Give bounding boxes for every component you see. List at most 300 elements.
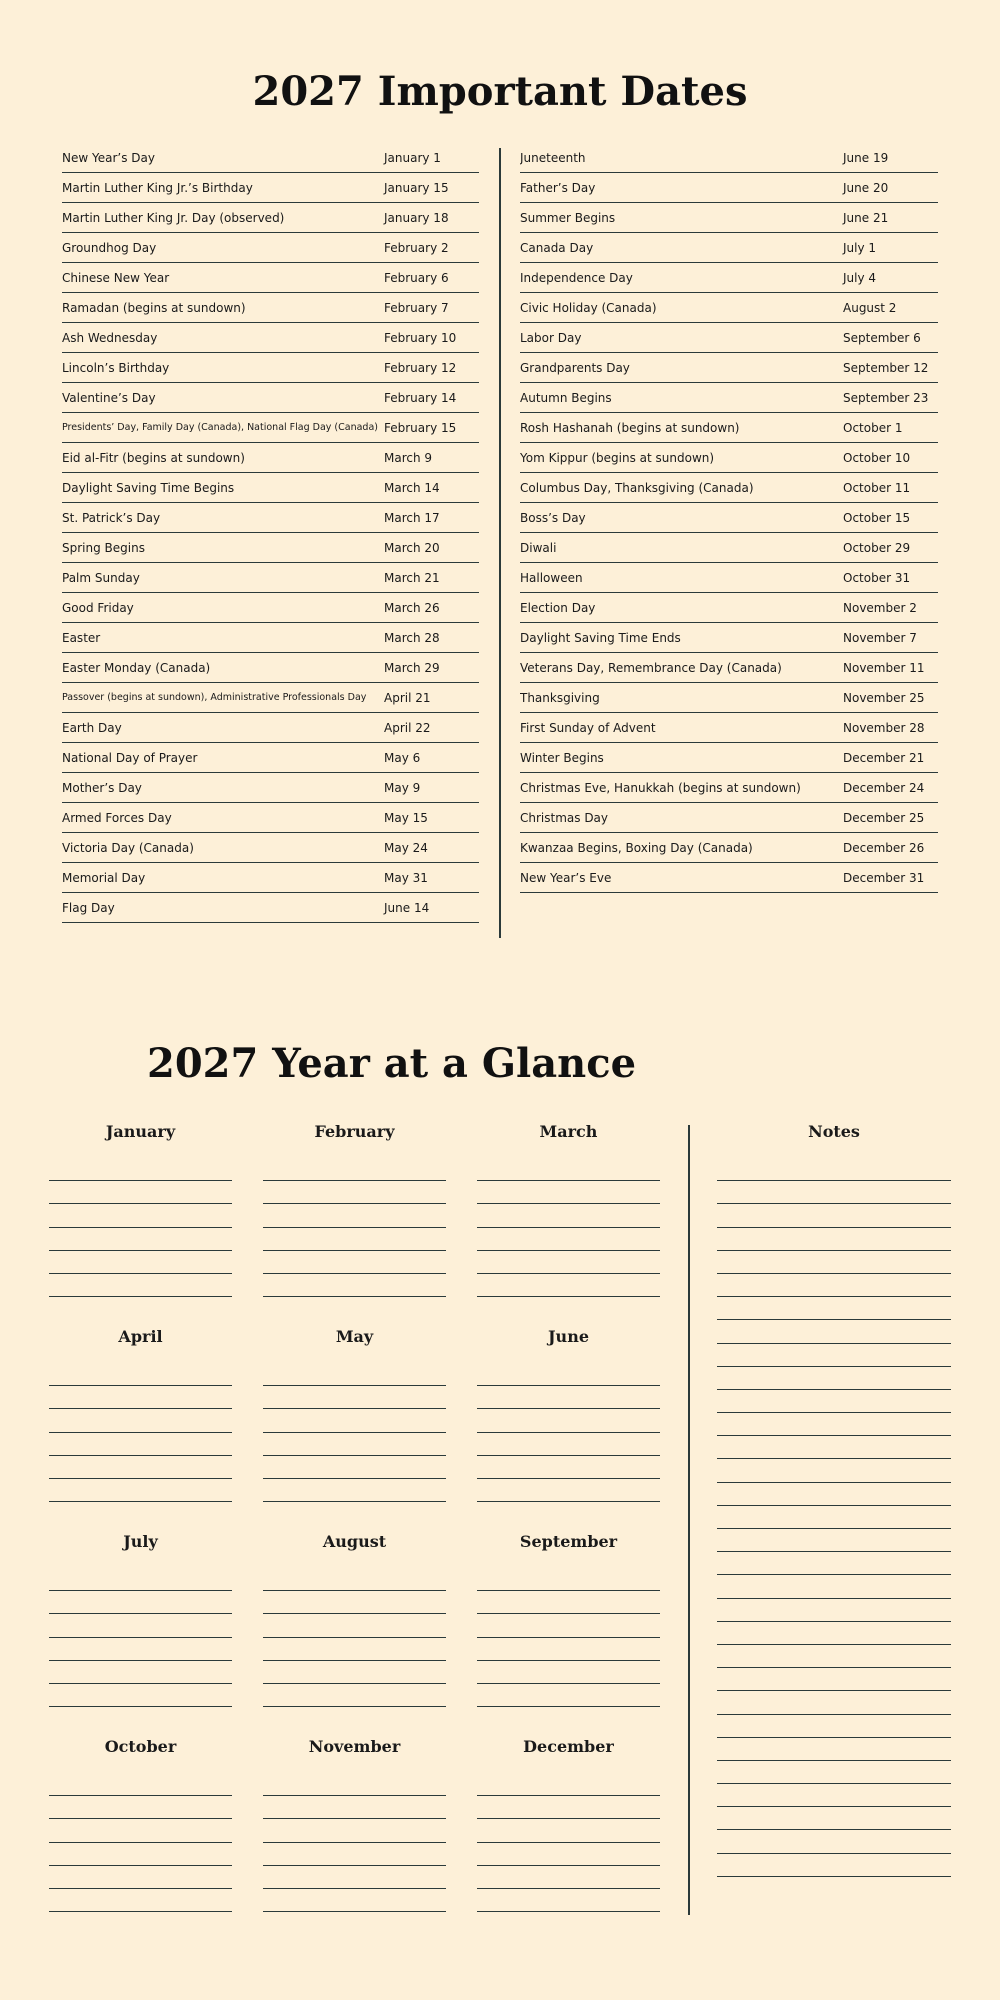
event-date: April 21 bbox=[384, 690, 431, 705]
notes-section bbox=[717, 1122, 951, 1877]
write-line bbox=[263, 1456, 446, 1479]
month-lines bbox=[49, 1773, 232, 1912]
note-line bbox=[717, 1807, 951, 1830]
event-name: Thanksgiving bbox=[520, 690, 600, 705]
write-line bbox=[477, 1456, 660, 1479]
month-lines bbox=[263, 1158, 446, 1297]
write-line bbox=[263, 1684, 446, 1707]
month-block-february bbox=[263, 1122, 446, 1297]
event-date: June 14 bbox=[384, 900, 430, 915]
event-name: Victoria Day (Canada) bbox=[62, 840, 194, 855]
note-line bbox=[717, 1575, 951, 1598]
write-line bbox=[49, 1433, 232, 1456]
write-line bbox=[263, 1614, 446, 1637]
month-lines bbox=[263, 1773, 446, 1912]
date-row bbox=[520, 653, 938, 683]
write-line bbox=[263, 1251, 446, 1274]
write-line bbox=[263, 1866, 446, 1889]
event-date: February 14 bbox=[384, 390, 457, 405]
write-line bbox=[477, 1181, 660, 1204]
event-name: Halloween bbox=[520, 570, 583, 585]
event-name: Good Friday bbox=[62, 600, 134, 615]
note-line bbox=[717, 1297, 951, 1320]
note-line bbox=[717, 1344, 951, 1367]
event-date: October 29 bbox=[843, 540, 911, 555]
date-row bbox=[520, 713, 938, 743]
write-line bbox=[49, 1274, 232, 1297]
write-line bbox=[263, 1843, 446, 1866]
event-name: Summer Begins bbox=[520, 210, 616, 225]
write-line bbox=[49, 1181, 232, 1204]
event-name: Father’s Day bbox=[520, 180, 596, 195]
event-name: Eid al-Fitr (begins at sundown) bbox=[62, 450, 245, 465]
write-line bbox=[477, 1773, 660, 1796]
date-row bbox=[520, 683, 938, 713]
month-name: September bbox=[519, 1532, 618, 1551]
event-date: March 28 bbox=[384, 630, 440, 645]
write-line bbox=[477, 1251, 660, 1274]
event-date: March 9 bbox=[384, 450, 433, 465]
date-row bbox=[62, 413, 479, 443]
event-date: March 17 bbox=[384, 510, 440, 525]
write-line bbox=[263, 1433, 446, 1456]
event-date: May 15 bbox=[384, 810, 428, 825]
date-row bbox=[520, 833, 938, 863]
date-row bbox=[62, 143, 479, 173]
event-name: Rosh Hashanah (begins at sundown) bbox=[520, 420, 740, 435]
event-name: Armed Forces Day bbox=[62, 810, 172, 825]
note-line bbox=[717, 1390, 951, 1413]
event-date: May 31 bbox=[384, 870, 428, 885]
date-row bbox=[62, 353, 479, 383]
date-row bbox=[62, 263, 479, 293]
write-line bbox=[263, 1591, 446, 1614]
event-name: Chinese New Year bbox=[62, 270, 170, 285]
write-line bbox=[263, 1274, 446, 1297]
event-date: September 23 bbox=[843, 390, 929, 405]
event-name: New Year’s Eve bbox=[520, 870, 612, 885]
date-row bbox=[520, 533, 938, 563]
note-line bbox=[717, 1228, 951, 1251]
event-date: December 24 bbox=[843, 780, 925, 795]
event-name: Valentine’s Day bbox=[62, 390, 156, 405]
write-line bbox=[49, 1614, 232, 1637]
note-line bbox=[717, 1599, 951, 1622]
write-line bbox=[49, 1251, 232, 1274]
event-name: Election Day bbox=[520, 600, 596, 615]
event-date: October 15 bbox=[843, 510, 911, 525]
event-name: New Year’s Day bbox=[62, 150, 155, 165]
month-lines bbox=[263, 1568, 446, 1707]
write-line bbox=[49, 1866, 232, 1889]
note-line bbox=[717, 1691, 951, 1714]
month-name: July bbox=[123, 1532, 158, 1551]
date-row bbox=[520, 383, 938, 413]
note-line bbox=[717, 1830, 951, 1853]
write-line bbox=[477, 1228, 660, 1251]
event-date: October 11 bbox=[843, 480, 911, 495]
write-line bbox=[263, 1568, 446, 1591]
month-block-december bbox=[477, 1737, 660, 1912]
event-name: Columbus Day, Thanksgiving (Canada) bbox=[520, 480, 754, 495]
date-row bbox=[62, 773, 479, 803]
event-name: Martin Luther King Jr. Day (observed) bbox=[62, 210, 285, 225]
event-name: Palm Sunday bbox=[62, 570, 140, 585]
event-date: February 6 bbox=[384, 270, 449, 285]
event-name: Grandparents Day bbox=[520, 360, 630, 375]
note-line bbox=[717, 1529, 951, 1552]
date-row bbox=[520, 143, 938, 173]
month-name: February bbox=[314, 1122, 395, 1141]
month-name: November bbox=[308, 1737, 401, 1756]
write-line bbox=[477, 1796, 660, 1819]
note-line bbox=[717, 1320, 951, 1343]
event-name: Groundhog Day bbox=[62, 240, 157, 255]
note-line bbox=[717, 1274, 951, 1297]
note-line bbox=[717, 1645, 951, 1668]
write-line bbox=[477, 1409, 660, 1432]
write-line bbox=[477, 1568, 660, 1591]
event-name: St. Patrick’s Day bbox=[62, 510, 161, 525]
write-line bbox=[49, 1204, 232, 1227]
note-line bbox=[717, 1483, 951, 1506]
note-line bbox=[717, 1181, 951, 1204]
write-line bbox=[477, 1684, 660, 1707]
event-date: March 14 bbox=[384, 480, 440, 495]
month-lines bbox=[49, 1158, 232, 1297]
month-lines bbox=[477, 1773, 660, 1912]
date-row bbox=[62, 323, 479, 353]
write-line bbox=[49, 1479, 232, 1502]
write-line bbox=[49, 1819, 232, 1842]
date-row bbox=[520, 413, 938, 443]
date-row bbox=[520, 443, 938, 473]
note-line bbox=[717, 1668, 951, 1691]
write-line bbox=[49, 1684, 232, 1707]
write-line bbox=[263, 1796, 446, 1819]
event-date: November 7 bbox=[843, 630, 917, 645]
event-name: Mother’s Day bbox=[62, 780, 142, 795]
date-row bbox=[62, 713, 479, 743]
date-row bbox=[62, 653, 479, 683]
write-line bbox=[477, 1661, 660, 1684]
date-row bbox=[520, 263, 938, 293]
event-name: Flag Day bbox=[62, 900, 115, 915]
write-line bbox=[263, 1181, 446, 1204]
event-name: Passover (begins at sundown), Administrative Professionals Day bbox=[62, 692, 367, 703]
event-name: Canada Day bbox=[520, 240, 594, 255]
date-row bbox=[520, 863, 938, 893]
event-date: February 10 bbox=[384, 330, 457, 345]
date-row bbox=[520, 593, 938, 623]
month-block-august bbox=[263, 1532, 446, 1707]
write-line bbox=[477, 1479, 660, 1502]
year-at-a-glance-title: 2027 Year at a Glance bbox=[147, 1040, 637, 1087]
write-line bbox=[477, 1866, 660, 1889]
date-row bbox=[62, 863, 479, 893]
date-row bbox=[520, 623, 938, 653]
month-name: April bbox=[118, 1327, 163, 1346]
date-row bbox=[62, 893, 479, 923]
month-block-april bbox=[49, 1327, 232, 1502]
event-date: September 12 bbox=[843, 360, 929, 375]
month-name: June bbox=[547, 1327, 589, 1346]
write-line bbox=[263, 1228, 446, 1251]
event-name: Easter Monday (Canada) bbox=[62, 660, 211, 675]
date-row bbox=[62, 803, 479, 833]
event-name: Lincoln’s Birthday bbox=[62, 360, 170, 375]
date-row bbox=[62, 473, 479, 503]
write-line bbox=[477, 1158, 660, 1181]
write-line bbox=[263, 1363, 446, 1386]
note-line bbox=[717, 1715, 951, 1738]
date-row bbox=[62, 173, 479, 203]
write-line bbox=[477, 1819, 660, 1842]
event-name: Spring Begins bbox=[62, 540, 145, 555]
write-line bbox=[49, 1363, 232, 1386]
important-dates-title: 2027 Important Dates bbox=[252, 68, 748, 115]
write-line bbox=[263, 1386, 446, 1409]
dates-right-column bbox=[520, 143, 938, 893]
write-line bbox=[263, 1204, 446, 1227]
write-line bbox=[263, 1889, 446, 1912]
event-name: Labor Day bbox=[520, 330, 582, 345]
date-row bbox=[62, 743, 479, 773]
event-name: Independence Day bbox=[520, 270, 633, 285]
write-line bbox=[477, 1274, 660, 1297]
note-line bbox=[717, 1552, 951, 1575]
event-name: Ramadan (begins at sundown) bbox=[62, 300, 246, 315]
date-row bbox=[520, 563, 938, 593]
event-date: March 20 bbox=[384, 540, 440, 555]
note-line bbox=[717, 1204, 951, 1227]
note-line bbox=[717, 1251, 951, 1274]
event-date: November 11 bbox=[843, 660, 925, 675]
date-row bbox=[62, 593, 479, 623]
event-name: Daylight Saving Time Begins bbox=[62, 480, 235, 495]
event-date: October 1 bbox=[843, 420, 903, 435]
date-row bbox=[520, 503, 938, 533]
date-row bbox=[62, 563, 479, 593]
write-line bbox=[477, 1363, 660, 1386]
date-row bbox=[520, 173, 938, 203]
note-line bbox=[717, 1854, 951, 1877]
month-block-november bbox=[263, 1737, 446, 1912]
month-lines bbox=[477, 1363, 660, 1502]
write-line bbox=[263, 1638, 446, 1661]
date-row bbox=[62, 833, 479, 863]
date-row bbox=[62, 503, 479, 533]
event-name: Easter bbox=[62, 630, 101, 645]
write-line bbox=[477, 1591, 660, 1614]
event-date: January 1 bbox=[384, 150, 441, 165]
write-line bbox=[263, 1409, 446, 1432]
write-line bbox=[477, 1638, 660, 1661]
event-date: June 19 bbox=[843, 150, 889, 165]
event-date: June 20 bbox=[843, 180, 889, 195]
event-name: Yom Kippur (begins at sundown) bbox=[520, 450, 715, 465]
month-block-october bbox=[49, 1737, 232, 1912]
write-line bbox=[49, 1843, 232, 1866]
notes-lines bbox=[717, 1158, 951, 1877]
event-date: March 21 bbox=[384, 570, 440, 585]
month-block-june bbox=[477, 1327, 660, 1502]
event-name: Earth Day bbox=[62, 720, 122, 735]
date-row bbox=[62, 233, 479, 263]
note-line bbox=[717, 1413, 951, 1436]
date-row bbox=[520, 293, 938, 323]
date-row bbox=[520, 803, 938, 833]
event-date: April 22 bbox=[384, 720, 431, 735]
event-name: Presidents’ Day, Family Day (Canada), National Flag Day (Canada) bbox=[62, 422, 378, 433]
event-name: Ash Wednesday bbox=[62, 330, 158, 345]
write-line bbox=[49, 1568, 232, 1591]
event-name: Memorial Day bbox=[62, 870, 146, 885]
month-name: October bbox=[104, 1737, 177, 1756]
write-line bbox=[263, 1158, 446, 1181]
note-line bbox=[717, 1784, 951, 1807]
event-date: February 2 bbox=[384, 240, 449, 255]
note-line bbox=[717, 1506, 951, 1529]
event-date: July 1 bbox=[843, 240, 877, 255]
event-date: December 31 bbox=[843, 870, 925, 885]
month-name: December bbox=[523, 1737, 614, 1756]
month-name: January bbox=[105, 1122, 176, 1141]
event-date: September 6 bbox=[843, 330, 921, 345]
month-name: May bbox=[335, 1327, 374, 1346]
event-date: November 2 bbox=[843, 600, 917, 615]
event-name: Boss’s Day bbox=[520, 510, 586, 525]
month-lines bbox=[49, 1568, 232, 1707]
event-name: Christmas Day bbox=[520, 810, 609, 825]
write-line bbox=[49, 1158, 232, 1181]
date-row bbox=[520, 233, 938, 263]
event-date: October 31 bbox=[843, 570, 911, 585]
month-block-may bbox=[263, 1327, 446, 1502]
write-line bbox=[49, 1409, 232, 1432]
event-date: February 12 bbox=[384, 360, 457, 375]
month-lines bbox=[477, 1158, 660, 1297]
month-name: August bbox=[322, 1532, 387, 1551]
write-line bbox=[49, 1773, 232, 1796]
event-date: May 24 bbox=[384, 840, 428, 855]
event-date: January 18 bbox=[384, 210, 449, 225]
date-row bbox=[520, 203, 938, 233]
date-row bbox=[62, 293, 479, 323]
dates-column-divider bbox=[499, 148, 501, 938]
month-block-january bbox=[49, 1122, 232, 1297]
date-row bbox=[520, 473, 938, 503]
month-block-march bbox=[477, 1122, 660, 1297]
event-name: National Day of Prayer bbox=[62, 750, 198, 765]
write-line bbox=[477, 1843, 660, 1866]
event-date: March 26 bbox=[384, 600, 440, 615]
write-line bbox=[49, 1591, 232, 1614]
month-lines bbox=[477, 1568, 660, 1707]
write-line bbox=[263, 1661, 446, 1684]
event-date: December 21 bbox=[843, 750, 925, 765]
month-block-july bbox=[49, 1532, 232, 1707]
event-name: Martin Luther King Jr.’s Birthday bbox=[62, 180, 253, 195]
write-line bbox=[477, 1386, 660, 1409]
write-line bbox=[49, 1456, 232, 1479]
notes-heading: Notes bbox=[808, 1122, 860, 1141]
write-line bbox=[477, 1433, 660, 1456]
event-name: First Sunday of Advent bbox=[520, 720, 656, 735]
glance-column-divider bbox=[688, 1125, 690, 1915]
event-date: December 26 bbox=[843, 840, 925, 855]
event-date: November 28 bbox=[843, 720, 925, 735]
event-date: December 25 bbox=[843, 810, 925, 825]
month-block-september bbox=[477, 1532, 660, 1707]
event-name: Diwali bbox=[520, 540, 557, 555]
write-line bbox=[49, 1661, 232, 1684]
event-date: May 6 bbox=[384, 750, 421, 765]
note-line bbox=[717, 1459, 951, 1482]
event-date: March 29 bbox=[384, 660, 440, 675]
write-line bbox=[263, 1479, 446, 1502]
write-line bbox=[477, 1204, 660, 1227]
date-row bbox=[62, 623, 479, 653]
event-name: Juneteenth bbox=[520, 150, 586, 165]
event-date: February 15 bbox=[384, 420, 457, 435]
event-name: Veterans Day, Remembrance Day (Canada) bbox=[520, 660, 782, 675]
note-line bbox=[717, 1622, 951, 1645]
date-row bbox=[62, 443, 479, 473]
write-line bbox=[49, 1228, 232, 1251]
write-line bbox=[263, 1773, 446, 1796]
event-date: June 21 bbox=[843, 210, 889, 225]
event-date: July 4 bbox=[843, 270, 877, 285]
event-date: November 25 bbox=[843, 690, 925, 705]
month-lines bbox=[49, 1363, 232, 1502]
write-line bbox=[49, 1638, 232, 1661]
event-date: May 9 bbox=[384, 780, 421, 795]
note-line bbox=[717, 1738, 951, 1761]
month-name: March bbox=[539, 1122, 598, 1141]
note-line bbox=[717, 1436, 951, 1459]
dates-left-column bbox=[62, 143, 479, 923]
date-row bbox=[62, 383, 479, 413]
event-name: Daylight Saving Time Ends bbox=[520, 630, 681, 645]
date-row bbox=[520, 323, 938, 353]
date-row bbox=[62, 683, 479, 713]
event-date: October 10 bbox=[843, 450, 911, 465]
note-line bbox=[717, 1158, 951, 1181]
event-date: January 15 bbox=[384, 180, 449, 195]
note-line bbox=[717, 1367, 951, 1390]
note-line bbox=[717, 1761, 951, 1784]
event-date: August 2 bbox=[843, 300, 897, 315]
event-name: Autumn Begins bbox=[520, 390, 612, 405]
date-row bbox=[62, 203, 479, 233]
event-name: Civic Holiday (Canada) bbox=[520, 300, 657, 315]
write-line bbox=[263, 1819, 446, 1842]
event-date: February 7 bbox=[384, 300, 449, 315]
date-row bbox=[520, 743, 938, 773]
date-row bbox=[520, 773, 938, 803]
event-name: Christmas Eve, Hanukkah (begins at sundown) bbox=[520, 780, 801, 795]
event-name: Winter Begins bbox=[520, 750, 604, 765]
write-line bbox=[49, 1386, 232, 1409]
write-line bbox=[49, 1796, 232, 1819]
date-row bbox=[62, 533, 479, 563]
write-line bbox=[477, 1614, 660, 1637]
write-line bbox=[49, 1889, 232, 1912]
date-row bbox=[520, 353, 938, 383]
month-lines bbox=[263, 1363, 446, 1502]
event-name: Kwanzaa Begins, Boxing Day (Canada) bbox=[520, 840, 753, 855]
